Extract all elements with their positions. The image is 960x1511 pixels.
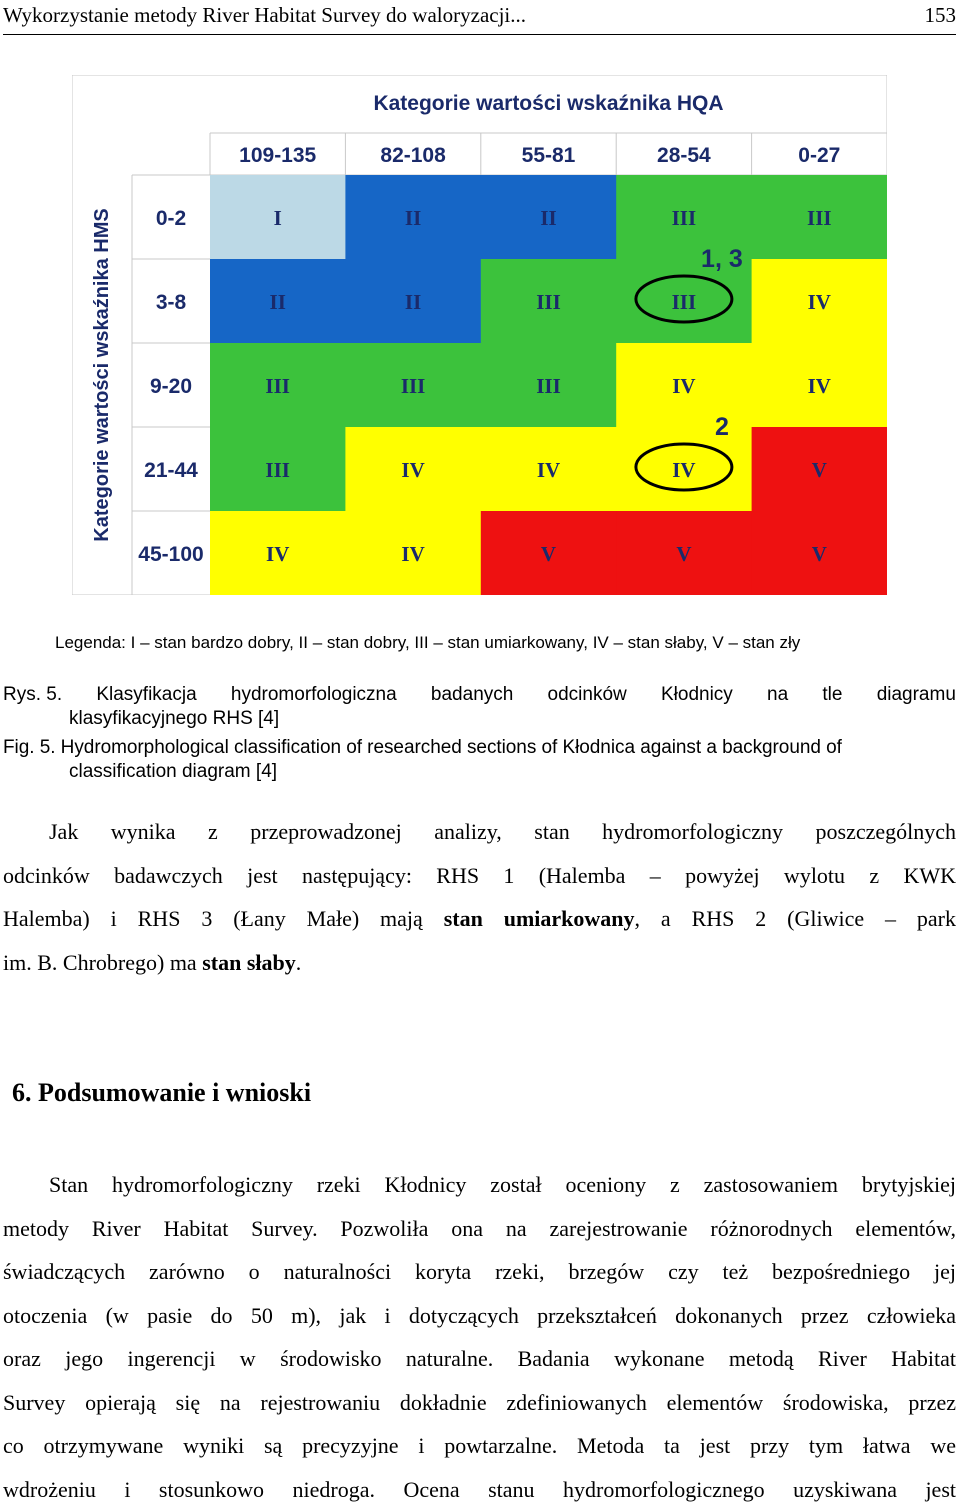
hms-category-label: 3-8	[156, 291, 187, 314]
figure-caption-label: Rys. 5.	[3, 684, 62, 706]
section-heading: 6. Podsumowanie i wnioski	[12, 1078, 311, 1108]
class-label: IV	[401, 542, 424, 566]
class-label: III	[401, 374, 426, 398]
class-label: IV	[266, 542, 289, 566]
figure-caption-en-line1: Fig. 5. Hydromorphological classification of researched sections of Kłodnica against a background of	[3, 737, 956, 759]
class-label: II	[540, 206, 556, 230]
classification-diagram	[72, 75, 887, 595]
hms-category-label: 21-44	[144, 459, 198, 482]
class-label: II	[405, 206, 421, 230]
class-label: III	[672, 290, 697, 314]
caption-word: Klasyfikacja	[96, 684, 196, 706]
paragraph-summary	[3, 1163, 956, 1511]
class-label: III	[672, 206, 697, 230]
class-label: III	[265, 374, 290, 398]
class-label: IV	[537, 458, 560, 482]
section-marker-label: 2	[715, 413, 729, 441]
paragraph-line: co otrzymywane wyniki są precyzyjne i powtarzalne. Metoda ta jest przy tym łatwa we	[3, 1424, 956, 1468]
class-label: IV	[401, 458, 424, 482]
hms-category-label: 0-2	[156, 207, 186, 230]
class-label: III	[536, 374, 561, 398]
bold-term: stan słaby	[202, 950, 296, 975]
class-label: I	[274, 206, 282, 230]
paragraph-line: Halemba) i RHS 3 (Łany Małe) mają stan umiarkowany, a RHS 2 (Gliwice – park	[3, 897, 956, 941]
class-label: V	[812, 458, 827, 482]
hqa-category-label: 0-27	[798, 144, 840, 167]
hms-category-label: 9-20	[150, 375, 192, 398]
paragraph-line: Survey opierają się na rejestrowaniu dokładnie zdefiniowanych elementów środowiska, przez	[3, 1381, 956, 1425]
class-label: V	[541, 542, 556, 566]
class-label: IV	[808, 374, 831, 398]
class-label: V	[676, 542, 691, 566]
paragraph-line: wdrożeniu i stosunkowo niedroga. Ocena stanu hydromorfologicznego uzyskiwana jest	[3, 1468, 956, 1511]
page-number: 153	[925, 3, 957, 28]
bold-term: stan umiarkowany	[444, 906, 635, 931]
legend: Legenda: I – stan bardzo dobry, II – stan dobry, III – stan umiarkowany, IV – stan słaby, V – stan zły	[55, 633, 800, 653]
hqa-category-label: 82-108	[380, 144, 446, 167]
class-label: II	[405, 290, 421, 314]
class-label: V	[812, 542, 827, 566]
figure-caption-pl-line1	[3, 684, 956, 706]
figure-caption-pl	[3, 684, 956, 730]
class-label: II	[270, 290, 286, 314]
class-label: III	[807, 206, 832, 230]
hms-category-label: 45-100	[138, 543, 203, 566]
hms-axis-title: Kategorie wartości wskaźnika HMS	[91, 208, 113, 541]
paragraph-line: oraz jego ingerencji w środowisko naturalne. Badania wykonane metodą River Habitat	[3, 1337, 956, 1381]
figure-caption-pl-line2: klasyfikacyjnego RHS [4]	[3, 708, 956, 730]
class-label: III	[536, 290, 561, 314]
caption-word: hydromorfologiczna	[231, 684, 397, 706]
running-title: Wykorzystanie metody River Habitat Survey do waloryzacji...	[3, 3, 526, 28]
section-marker-label: 1, 3	[701, 245, 743, 273]
paragraph-line: otoczenia (w pasie do 50 m), jak i dotyczących przekształceń dokonanych przez człowieka	[3, 1294, 956, 1338]
running-header	[3, 0, 956, 35]
hqa-title: Kategorie wartości wskaźnika HQA	[373, 92, 723, 115]
class-label: III	[265, 458, 290, 482]
paragraph-line: odcinków badawczych jest następujący: RHS 1 (Halemba – powyżej wylotu z KWK	[3, 854, 956, 898]
hqa-category-label: 28-54	[657, 144, 711, 167]
figure-caption-en	[3, 737, 956, 783]
paragraph-line: im. B. Chrobrego) ma stan słaby.	[3, 941, 956, 985]
caption-word: badanych	[431, 684, 513, 706]
caption-word: tle	[822, 684, 842, 706]
figure-caption-en-line2: classification diagram [4]	[3, 761, 956, 783]
caption-word: diagramu	[877, 684, 956, 706]
paragraph-line: Stan hydromorfologiczny rzeki Kłodnicy został oceniony z zastosowaniem brytyjskiej	[3, 1163, 956, 1207]
paragraph-line: metody River Habitat Survey. Pozwoliła ona na zarejestrowanie różnorodnych elementów,	[3, 1207, 956, 1251]
paragraph-line: Jak wynika z przeprowadzonej analizy, stan hydromorfologiczny poszczególnych	[3, 810, 956, 854]
classification-diagram-svg	[72, 75, 887, 595]
class-label: IV	[672, 374, 695, 398]
paragraph-line: świadczących zarówno o naturalności koryta rzeki, brzegów czy też bezpośredniego jej	[3, 1250, 956, 1294]
caption-word: odcinków	[548, 684, 627, 706]
caption-word: Kłodnicy	[661, 684, 733, 706]
paragraph-results	[3, 810, 956, 984]
hqa-category-label: 55-81	[522, 144, 576, 167]
class-label: IV	[672, 458, 695, 482]
caption-word: na	[767, 684, 788, 706]
class-label: IV	[808, 290, 831, 314]
hqa-category-label: 109-135	[239, 144, 316, 167]
